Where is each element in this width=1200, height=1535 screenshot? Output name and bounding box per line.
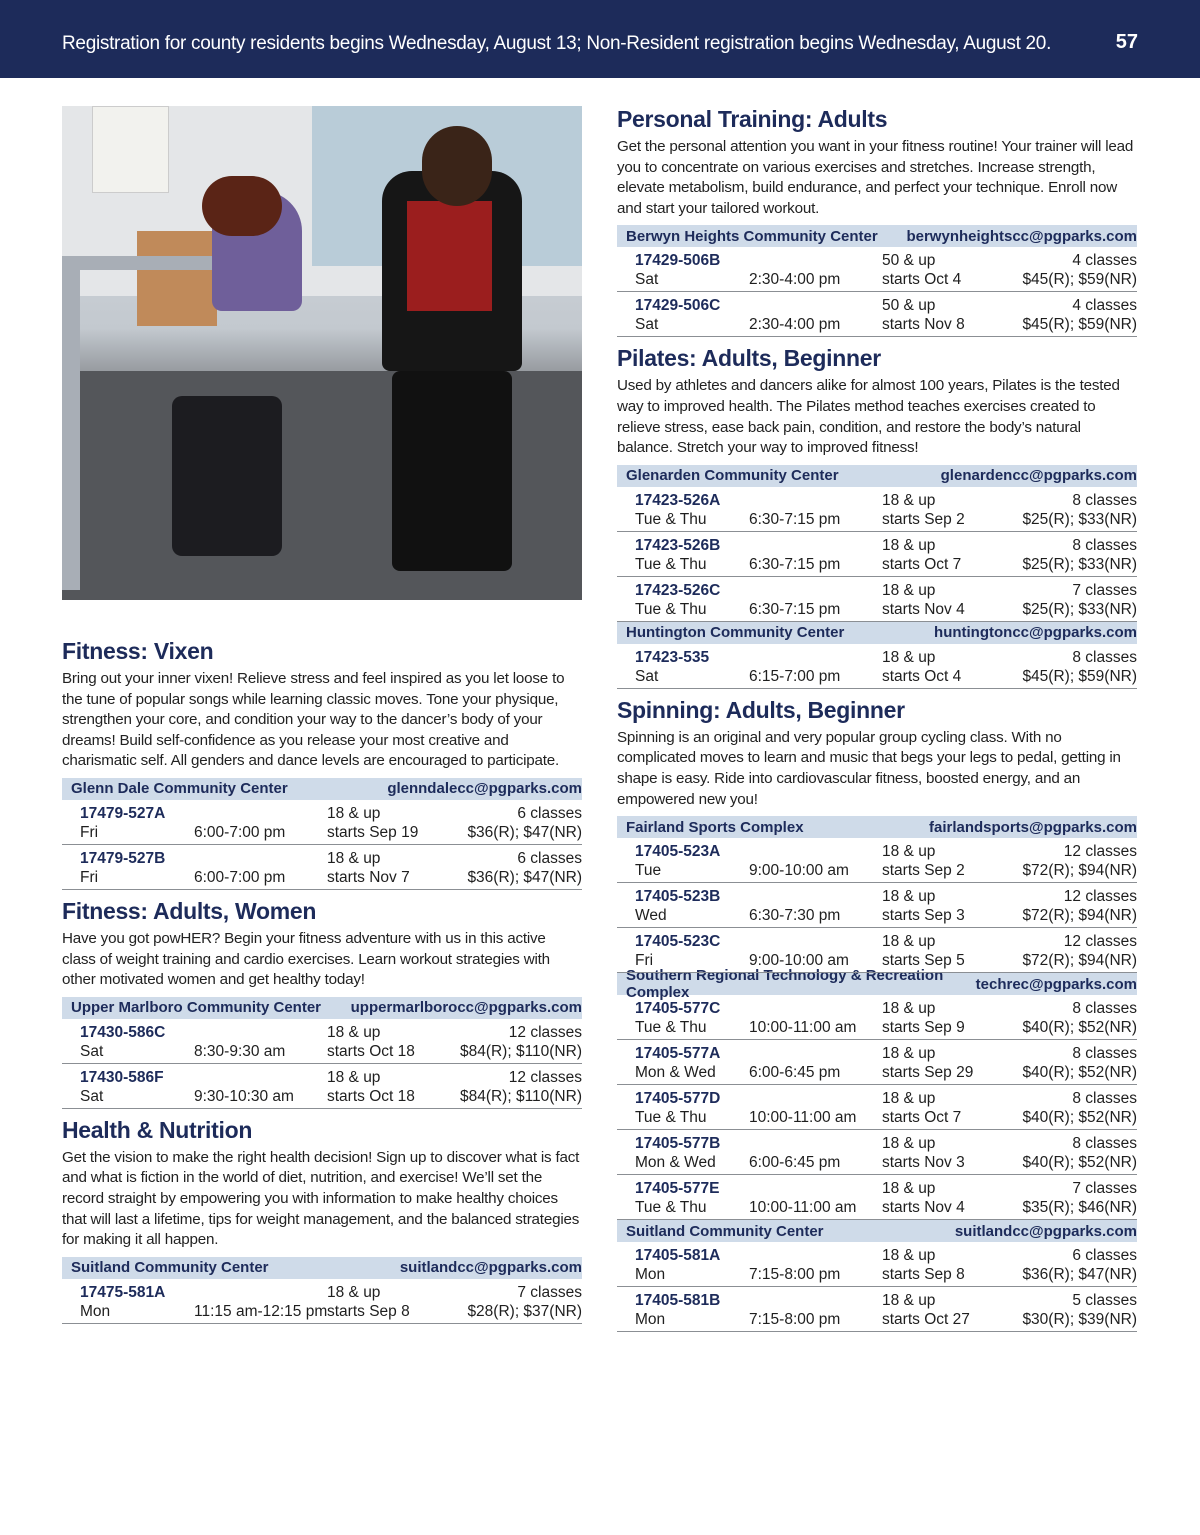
course-day: Wed — [635, 907, 667, 925]
course-age: 18 & up — [882, 491, 936, 509]
course-code[interactable]: 17405-577E — [635, 1180, 720, 1198]
course-class-count: 8 classes — [1072, 1090, 1137, 1108]
course-age: 18 & up — [882, 933, 936, 951]
course-age: 18 & up — [882, 1000, 936, 1018]
class-row — [617, 577, 1137, 622]
venue-email-link[interactable]: suitlandcc@pgparks.com — [954, 1222, 1137, 1240]
course-start: starts Oct 18 — [327, 1087, 415, 1105]
class-row — [617, 838, 1137, 883]
course-time: 10:00-11:00 am — [749, 1199, 857, 1217]
course-age: 18 & up — [882, 843, 936, 861]
course-day: Tue & Thu — [635, 1019, 707, 1037]
venue-email-link[interactable]: huntingtoncc@pgparks.com — [934, 624, 1137, 642]
course-class-count: 8 classes — [1072, 536, 1137, 554]
course-start: starts Nov 7 — [327, 868, 410, 886]
course-class-count: 12 classes — [1063, 933, 1137, 951]
course-day: Fri — [80, 823, 99, 841]
section-title: Spinning: Adults, Beginner — [617, 696, 905, 723]
course-day: Sat — [80, 1087, 104, 1105]
course-fee: $72(R); $94(NR) — [1022, 907, 1137, 925]
course-fee: $35(R); $46(NR) — [1022, 1199, 1137, 1217]
course-start: starts Sep 2 — [882, 862, 965, 880]
fitness-photo — [62, 106, 582, 600]
course-fee: $36(R); $47(NR) — [467, 823, 582, 841]
course-fee: $25(R); $33(NR) — [1022, 555, 1137, 573]
course-code[interactable]: 17405-581B — [635, 1292, 721, 1310]
class-row — [62, 800, 582, 845]
course-start: starts Sep 3 — [882, 907, 965, 925]
venue-name: Berwyn Heights Community Center — [626, 227, 878, 245]
course-time: 11:15 am-12:15 pm — [194, 1302, 328, 1320]
course-time: 2:30-4:00 pm — [749, 271, 841, 289]
course-class-count: 7 classes — [1072, 1180, 1137, 1198]
course-age: 18 & up — [882, 648, 936, 666]
course-fee: $72(R); $94(NR) — [1022, 862, 1137, 880]
course-class-count: 6 classes — [1072, 1247, 1137, 1265]
course-class-count: 7 classes — [1072, 581, 1137, 599]
course-fee: $45(R); $59(NR) — [1022, 316, 1137, 334]
class-row — [617, 292, 1137, 337]
course-fee: $72(R); $94(NR) — [1022, 952, 1137, 970]
venue-header — [617, 1220, 1137, 1242]
venue-header — [617, 622, 1137, 644]
course-fee: $40(R); $52(NR) — [1022, 1064, 1137, 1082]
course-age: 18 & up — [327, 1068, 381, 1086]
venue-email-link[interactable]: glenardencc@pgparks.com — [940, 467, 1137, 485]
course-code[interactable]: 17405-577A — [635, 1045, 721, 1063]
course-start: starts Oct 4 — [882, 271, 962, 289]
course-class-count: 12 classes — [508, 1023, 582, 1041]
course-class-count: 4 classes — [1072, 252, 1137, 270]
section-title: Fitness: Vixen — [62, 638, 214, 664]
course-code[interactable]: 17475-581A — [80, 1283, 166, 1301]
course-age: 18 & up — [327, 1023, 381, 1041]
course-code[interactable]: 17423-535 — [635, 648, 710, 666]
course-start: starts Nov 4 — [882, 600, 965, 618]
course-time: 6:30-7:15 pm — [749, 600, 841, 618]
course-class-count: 8 classes — [1072, 648, 1137, 666]
course-day: Tue & Thu — [635, 1199, 707, 1217]
class-section — [617, 697, 1137, 1332]
venue-header — [617, 967, 1137, 1002]
course-time: 10:00-11:00 am — [749, 1019, 857, 1037]
course-age: 18 & up — [882, 581, 936, 599]
course-day: Fri — [635, 952, 654, 970]
section-title: Personal Training: Adults — [617, 106, 888, 132]
course-time: 6:30-7:15 pm — [749, 555, 841, 573]
course-code[interactable]: 17423-526A — [635, 491, 721, 509]
course-age: 18 & up — [327, 804, 381, 822]
course-code[interactable]: 17423-526C — [635, 581, 721, 599]
course-time: 6:00-6:45 pm — [749, 1064, 841, 1082]
course-day: Tue — [635, 862, 662, 880]
course-class-count: 6 classes — [517, 849, 582, 867]
course-fee: $40(R); $52(NR) — [1022, 1109, 1137, 1127]
course-start: starts Sep 9 — [882, 1019, 965, 1037]
venue-email-link[interactable]: berwynheightscc@pgparks.com — [906, 227, 1137, 245]
course-fee: $28(R); $37(NR) — [467, 1302, 582, 1320]
course-time: 9:30-10:30 am — [194, 1087, 294, 1105]
class-row — [62, 1019, 582, 1064]
course-fee: $84(R); $110(NR) — [459, 1087, 582, 1105]
course-code[interactable]: 17429-506C — [635, 297, 721, 315]
course-day: Mon — [80, 1302, 111, 1320]
venue-name: Upper Marlboro Community Center — [71, 999, 322, 1017]
course-time: 7:15-8:00 pm — [749, 1266, 841, 1284]
section-description: Get the vision to make the right health decision! Sign up to discover what is fact and what is fiction in the world of diet, nutrition, and exercise! We’ll set the record straight by empowering you with information to make healthy choices that will last a lifetime, tips for weight management, and the balanced strategies for making it all happen. — [62, 1148, 580, 1249]
venue-email-link[interactable]: suitlandcc@pgparks.com — [399, 1259, 582, 1277]
left-sections — [62, 638, 582, 1324]
course-code[interactable]: 17405-523C — [635, 933, 721, 951]
course-day: Sat — [635, 271, 659, 289]
class-row — [617, 1085, 1137, 1130]
class-row — [62, 1279, 582, 1324]
venue-name: Suitland Community Center — [71, 1259, 269, 1277]
course-class-count: 5 classes — [1072, 1292, 1137, 1310]
venue-name: Suitland Community Center — [626, 1222, 824, 1240]
course-age: 50 & up — [882, 297, 936, 315]
photo-woman-legs — [172, 396, 282, 556]
course-start: starts Nov 3 — [882, 1154, 965, 1172]
course-code[interactable]: 17479-527B — [80, 849, 166, 867]
course-time: 6:00-6:45 pm — [749, 1154, 841, 1172]
course-day: Mon & Wed — [635, 1154, 716, 1172]
right-sections — [617, 106, 1137, 1332]
class-section — [617, 345, 1137, 688]
course-code[interactable]: 17405-577B — [635, 1135, 721, 1153]
course-class-count: 6 classes — [517, 804, 582, 822]
course-time: 6:00-7:00 pm — [194, 823, 286, 841]
course-time: 6:15-7:00 pm — [749, 667, 841, 685]
top-banner — [0, 0, 1200, 78]
course-class-count: 7 classes — [517, 1283, 582, 1301]
course-fee: $40(R); $52(NR) — [1022, 1154, 1137, 1172]
course-class-count: 12 classes — [508, 1068, 582, 1086]
course-fee: $30(R); $39(NR) — [1022, 1311, 1137, 1329]
course-code[interactable]: 17405-577C — [635, 1000, 721, 1018]
section-title: Health & Nutrition — [62, 1116, 253, 1143]
course-class-count: 4 classes — [1072, 297, 1137, 315]
course-start: starts Sep 8 — [327, 1302, 410, 1320]
course-day: Tue & Thu — [635, 510, 707, 528]
section-description: Used by athletes and dancers alike for almost 100 years, Pilates is the tested way to improved health. The Pilates method teaches exercises created to relieve stress, ease back pain, condition, and restore the body’s natural balance. Stretch your way to improved fitness! — [617, 377, 1120, 457]
course-start: starts Oct 27 — [882, 1311, 970, 1329]
course-day: Sat — [80, 1042, 104, 1060]
course-time: 6:00-7:00 pm — [194, 868, 286, 886]
section-description: Bring out your inner vixen! Relieve stress and feel inspired as you let loose to the tune of popular songs while learning classic moves. Tone your physique, strengthen your core, and condition your way to the dancer’s body of your dreams! Build self-confidence as you release your most creative and charismatic self. All genders and dance levels are encouraged to participate. — [62, 670, 565, 770]
course-start: starts Sep 29 — [882, 1064, 974, 1082]
course-time: 10:00-11:00 am — [749, 1109, 857, 1127]
class-section — [62, 1117, 582, 1324]
course-start: starts Sep 8 — [882, 1266, 965, 1284]
class-row — [62, 845, 582, 890]
class-row — [617, 1040, 1137, 1085]
class-row — [617, 1242, 1137, 1287]
class-row — [617, 1175, 1137, 1220]
left-column — [62, 106, 582, 1332]
course-class-count: 8 classes — [1072, 1045, 1137, 1063]
course-age: 18 & up — [882, 1247, 936, 1265]
venue-header — [62, 1257, 582, 1279]
course-time: 9:00-10:00 am — [749, 952, 849, 970]
class-row — [617, 532, 1137, 577]
course-age: 50 & up — [882, 252, 936, 270]
course-age: 18 & up — [882, 1135, 936, 1153]
course-fee: $36(R); $47(NR) — [1022, 1266, 1137, 1284]
course-class-count: 12 classes — [1063, 888, 1137, 906]
course-start: starts Nov 4 — [882, 1199, 965, 1217]
class-row — [62, 1064, 582, 1109]
course-age: 18 & up — [882, 1292, 936, 1310]
section-description: Spinning is an original and very popular group cycling class. With no complicated moves to learn and music that begs your legs to pedal, getting in shape is easy. Ride into cardiovascular fitness, boosted energy, and an empowered new you! — [617, 728, 1121, 808]
course-class-count: 8 classes — [1072, 1135, 1137, 1153]
course-code[interactable]: 17479-527A — [80, 804, 166, 822]
class-row — [617, 487, 1137, 532]
course-fee: $25(R); $33(NR) — [1022, 600, 1137, 618]
section-description: Get the personal attention you want in your fitness routine! Your trainer will lead you to concentrate on various exercises and stretches. Increase strength, elevate metabolism, build endurance, and perfect your technique. Enroll now and start your tailored workout. — [617, 138, 1134, 217]
course-start: starts Sep 2 — [882, 510, 965, 528]
course-day: Fri — [80, 868, 99, 886]
course-code[interactable]: 17423-526B — [635, 536, 721, 554]
course-class-count: 12 classes — [1063, 843, 1137, 861]
course-day: Mon — [635, 1311, 666, 1329]
course-age: 18 & up — [882, 536, 936, 554]
course-day: Mon & Wed — [635, 1064, 716, 1082]
course-day: Mon — [635, 1266, 666, 1284]
venue-name: Glenarden Community Center — [626, 467, 839, 485]
venue-header — [617, 816, 1137, 838]
course-age: 18 & up — [882, 1045, 936, 1063]
class-row — [617, 995, 1137, 1040]
course-code[interactable]: 17405-523A — [635, 843, 721, 861]
course-fee: $36(R); $47(NR) — [467, 868, 582, 886]
right-column — [617, 106, 1137, 1340]
course-day: Tue & Thu — [635, 1109, 707, 1127]
course-code[interactable]: 17405-523B — [635, 888, 721, 906]
course-fee: $45(R); $59(NR) — [1022, 271, 1137, 289]
section-title: Fitness: Adults, Women — [62, 897, 317, 924]
course-fee: $25(R); $33(NR) — [1022, 510, 1137, 528]
class-row — [617, 644, 1137, 689]
course-start: starts Nov 8 — [882, 316, 965, 334]
course-code[interactable]: 17430-586F — [80, 1068, 164, 1086]
venue-name: Fairland Sports Complex — [626, 818, 804, 836]
class-section — [62, 898, 582, 1109]
page-number: 57 — [1115, 31, 1138, 53]
course-time: 6:30-7:15 pm — [749, 510, 841, 528]
course-start: starts Sep 5 — [882, 952, 965, 970]
venue-name: Huntington Community Center — [626, 624, 845, 642]
venue-email-link[interactable]: glenndalecc@pgparks.com — [387, 780, 582, 798]
photo-trainer-legs — [392, 371, 512, 571]
section-title: Pilates: Adults, Beginner — [617, 345, 881, 372]
course-age: 18 & up — [327, 1283, 381, 1301]
course-age: 18 & up — [882, 888, 936, 906]
photo-trainer-head — [422, 126, 492, 206]
course-start: starts Oct 4 — [882, 667, 962, 685]
course-age: 18 & up — [327, 849, 381, 867]
class-row — [617, 883, 1137, 928]
section-description: Have you got powHER? Begin your fitness adventure with us in this active class of weight training and cardio exercises. Learn workout strategies with other motivated women and get healthy today! — [62, 929, 550, 989]
course-class-count: 8 classes — [1072, 491, 1137, 509]
course-start: starts Oct 7 — [882, 1109, 962, 1127]
course-code[interactable]: 17430-586C — [80, 1023, 166, 1041]
course-class-count: 8 classes — [1072, 1000, 1137, 1018]
photo-poster — [92, 106, 169, 193]
course-fee: $84(R); $110(NR) — [459, 1042, 582, 1060]
venue-name: Southern Regional Technology & Recreation Complex — [626, 967, 944, 1002]
venue-email-link[interactable]: fairlandsports@pgparks.com — [928, 818, 1137, 836]
class-row — [617, 1287, 1137, 1332]
course-day: Sat — [635, 667, 659, 685]
course-age: 18 & up — [882, 1180, 936, 1198]
course-age: 18 & up — [882, 1090, 936, 1108]
venue-name: Glenn Dale Community Center — [71, 780, 288, 798]
venue-email-link[interactable]: uppermarlborocc@pgparks.com — [350, 999, 582, 1017]
course-day: Sat — [635, 316, 659, 334]
photo-trainer-shirt-graphic — [407, 201, 492, 311]
course-time: 9:00-10:00 am — [749, 862, 849, 880]
course-code[interactable]: 17405-577D — [635, 1090, 721, 1108]
class-row — [617, 928, 1137, 973]
course-time: 2:30-4:00 pm — [749, 316, 841, 334]
venue-header — [62, 778, 582, 800]
photo-woman-hair — [202, 176, 282, 236]
course-time: 6:30-7:30 pm — [749, 907, 841, 925]
course-fee: $40(R); $52(NR) — [1022, 1019, 1137, 1037]
course-start: starts Sep 19 — [327, 823, 419, 841]
venue-header — [617, 225, 1137, 247]
course-start: starts Oct 18 — [327, 1042, 415, 1060]
course-fee: $45(R); $59(NR) — [1022, 667, 1137, 685]
course-day: Tue & Thu — [635, 600, 707, 618]
class-section — [617, 106, 1137, 337]
course-code[interactable]: 17405-581A — [635, 1247, 721, 1265]
class-row — [617, 1130, 1137, 1175]
course-start: starts Oct 7 — [882, 555, 962, 573]
course-code[interactable]: 17429-506B — [635, 252, 721, 270]
venue-header — [617, 465, 1137, 487]
class-row — [617, 247, 1137, 292]
class-section — [62, 638, 582, 890]
course-time: 7:15-8:00 pm — [749, 1311, 841, 1329]
registration-banner-text: Registration for county residents begins Wednesday, August 13; Non-Resident registration begins Wednesday, August 20. — [62, 33, 1052, 54]
course-day: Tue & Thu — [635, 555, 707, 573]
course-time: 8:30-9:30 am — [194, 1042, 286, 1060]
venue-header — [62, 997, 582, 1019]
venue-email-link[interactable]: techrec@pgparks.com — [975, 975, 1137, 993]
